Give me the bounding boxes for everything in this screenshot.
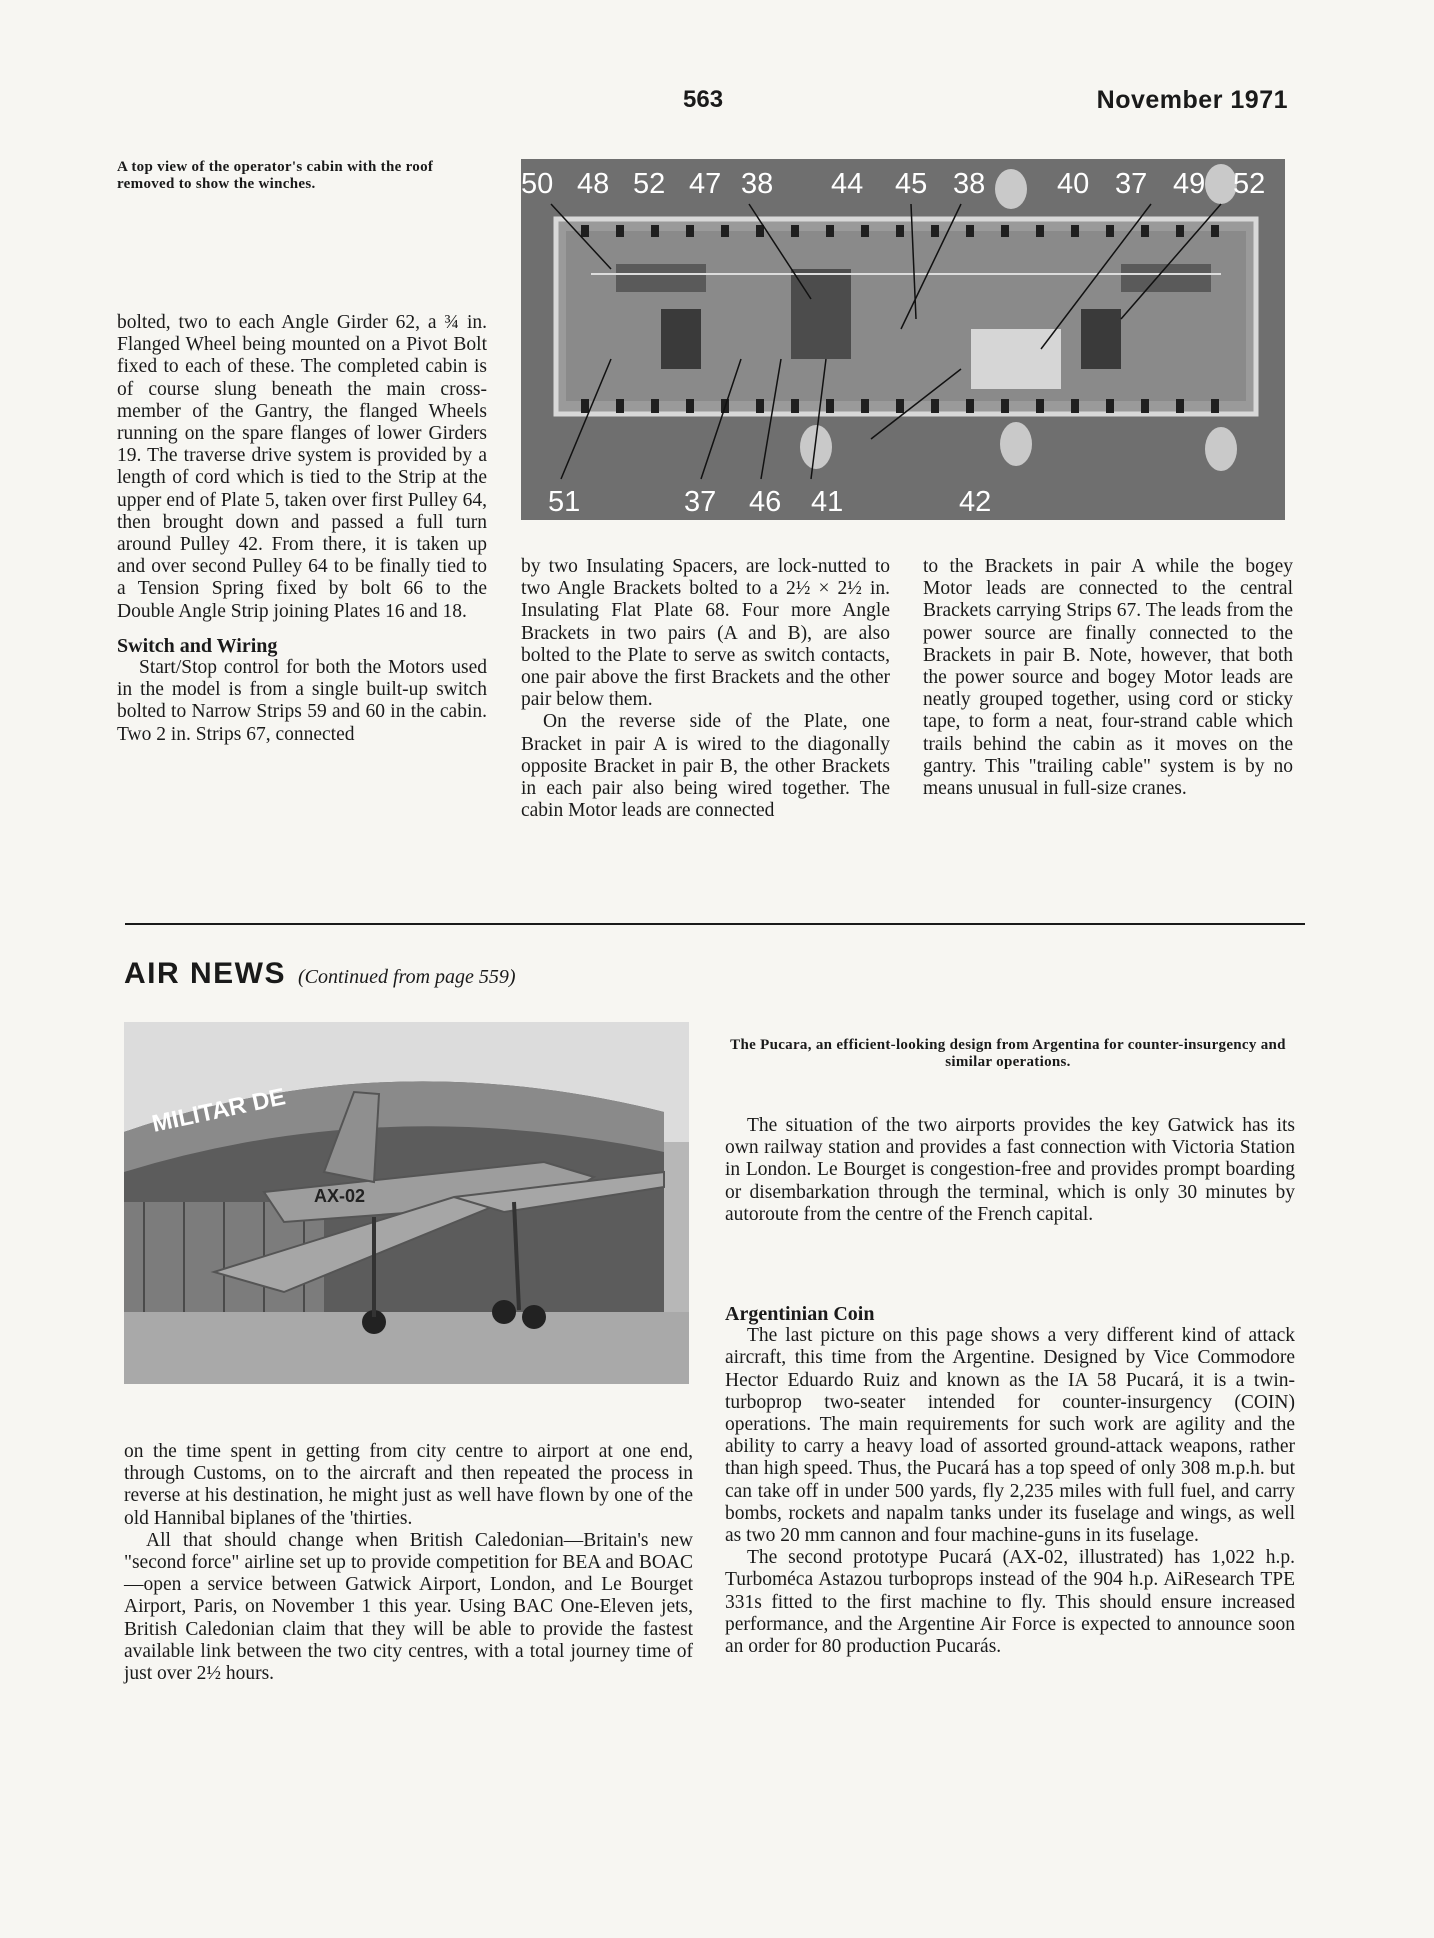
cabin-photo-caption: A top view of the operator's cabin with the roof removed to show the winches.: [117, 159, 434, 192]
air-news-title: AIR NEWS: [124, 957, 286, 990]
column-3-paragraph: to the Brackets in pair A while the bogey Motor leads are connected to the central Brackets carrying Strips 67. The leads from the power source are finally connected to the Brackets in pair B. Note, however, that both the power source and bogey Motor leads are neatly grouped together, using cord or sticky tape, to form a neat, four-strand cable which trails behind the cabin as it moves on the gantry. This "trailing cable" system is by no means unusual in full-size cranes.: [923, 556, 1293, 800]
cabin-winch-illustration: [521, 159, 1285, 520]
article-column-1: [117, 312, 487, 746]
issue-date: November 1971: [1096, 86, 1288, 114]
air-news-left-column: [124, 1441, 693, 1685]
air-news-left-paragraph-2: All that should change when British Caledonian—Britain's new "second force" airline set up to provide competition for BEA and BOAC—open a service between Gatwick Airport, London, and Le Bourget Airport, Paris, on November 1 this year. Using BAC One-Eleven jets, British Caledonian claim that they will be able to provide the fastest available link between the two city centres, with a total journey time of just over 2½ hours.: [124, 1529, 693, 1685]
callout-37b: 37: [684, 486, 717, 518]
pucara-aircraft-photo: [124, 1022, 689, 1384]
callout-48: 48: [577, 168, 610, 200]
callout-46: 46: [749, 486, 782, 518]
section-divider: [125, 923, 1305, 925]
pucara-illustration: [124, 1022, 689, 1384]
article-column-2: [521, 556, 890, 822]
argentinian-coin-subhead: Argentinian Coin: [725, 1303, 875, 1325]
air-news-right-column: [725, 1115, 1295, 1226]
air-news-left-paragraph-1: on the time spent in getting from city centre to airport at one end, through Customs, on to the aircraft and then repeated the process in reverse at his destination, he might just as well have flown by one of the old Hannibal biplanes of the 'thirties.: [124, 1441, 693, 1529]
callout-38b: 38: [953, 168, 986, 200]
air-news-right-paragraph-3: The second prototype Pucará (AX-02, illustrated) has 1,022 h.p. Turboméca Astazou turboprops instead of the 904 h.p. AiResearch TPE 331s fitted to the first machine to fly. This should ensure increased performance, and the Argentine Air Force is expected to announce soon an order for 80 production Pucarás.: [725, 1547, 1295, 1658]
pucara-photo-caption: The Pucara, an efficient-looking design from Argentina for counter-insurgency and similar operations.: [730, 1037, 1286, 1070]
callout-50: 50: [521, 168, 554, 200]
callout-37: 37: [1115, 168, 1148, 200]
callout-49: 49: [1173, 168, 1206, 200]
column-2-paragraph: by two Insulating Spacers, are lock-nutted to two Angle Brackets bolted to a 2½ × 2½ in. Insulating Flat Plate 68. Four more Angle Brackets in two pairs (A and B), are also bolted to the Plate to serve as switch contacts, one pair above the first Brackets and the other pair below them.: [521, 556, 890, 711]
callout-51: 51: [548, 486, 581, 518]
column-1-paragraph-2: Start/Stop control for both the Motors used in the model is from a single built-up switch bolted to Narrow Strips 59 and 60 in the cabin. Two 2 in. Strips 67, connected: [117, 657, 487, 745]
page-number: 563: [683, 86, 724, 113]
continued-note: (Continued from page 559): [298, 966, 516, 988]
air-news-heading: [124, 957, 516, 991]
hangar-sign: MILITAR DE: [149, 1083, 288, 1138]
callout-42: 42: [959, 486, 992, 518]
callout-38: 38: [741, 168, 774, 200]
callout-52: 52: [633, 168, 666, 200]
callout-41: 41: [811, 486, 844, 518]
argentinian-coin-section: [725, 1303, 1295, 1658]
callout-40: 40: [1057, 168, 1090, 200]
callout-47: 47: [689, 168, 722, 200]
aircraft-registration: AX-02: [314, 1186, 366, 1206]
column-1-paragraph: bolted, two to each Angle Girder 62, a ¾ in. Flanged Wheel being mounted on a Pivot Bolt fixed to each of these. The completed cabin is of course slung beneath the main cross-member of the Gantry, the flanged Wheels running on the spare flanges of lower Girders 19. The traverse drive system is provided by a length of cord which is tied to the Strip at the upper end of Plate 5, taken over first Pulley 64, then brought down and passed a full turn around Pulley 42. From there, it is taken up and over second Pulley 64 to be finally tied to a Tension Spring fixed by bolt 66 to the Double Angle Strip joining Plates 16 and 18.: [117, 312, 487, 622]
switch-wiring-subhead: Switch and Wiring: [117, 634, 278, 657]
column-2-paragraph-2: On the reverse side of the Plate, one Bracket in pair A is wired to the diagonally opposite Bracket in pair B, the other Brackets in each pair also being wired together. The cabin Motor leads are connected: [521, 711, 890, 822]
callout-44: 44: [831, 168, 864, 200]
callout-52b: 52: [1233, 168, 1266, 200]
article-column-3: [923, 556, 1293, 800]
callout-45: 45: [895, 168, 928, 200]
air-news-right-paragraph-1: The situation of the two airports provides the key Gatwick has its own railway station and provides a fast connection with Victoria Station in London. Le Bourget is congestion-free and provides prompt boarding or disembarkation through the terminal, which is only 30 minutes by autoroute from the centre of the French capital.: [725, 1115, 1295, 1225]
air-news-right-paragraph-2: The last picture on this page shows a very different kind of attack aircraft, this time from the Argentine. Designed by Vice Commodore Hector Eduardo Ruiz and known as the IA 58 Pucará, it is a twin-turboprop two-seater intended for counter-insurgency (COIN) operations. The main requirements for such work are agility and the ability to carry a heavy load of assorted ground-attack weapons, rather than high speed. Thus, the Pucará has a top speed of only 308 m.p.h. but can take off in under 500 yards, fly 2,235 miles with full fuel, and carry bombs, rockets and napalm tanks under its fuselage and wings, as well as two 20 mm cannon and four machine-guns in its fuselage.: [725, 1325, 1295, 1547]
cabin-winch-photo: [521, 159, 1285, 520]
